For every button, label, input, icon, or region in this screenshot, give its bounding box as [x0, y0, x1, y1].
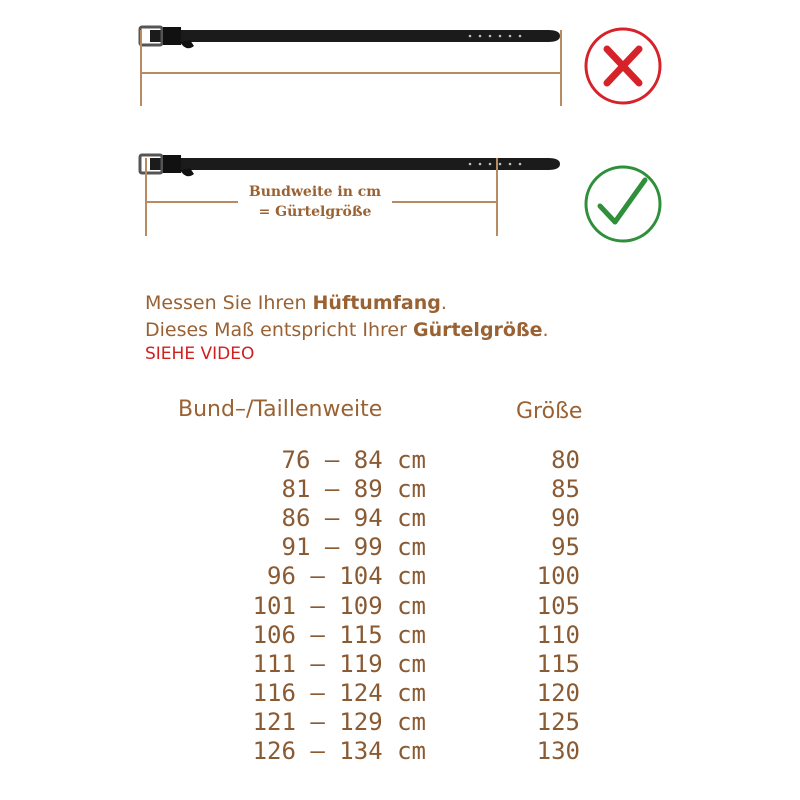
red-x-icon [586, 29, 660, 103]
measure-label [232, 182, 398, 222]
belt-size-cell: 85 [551, 475, 580, 503]
waist-range-cell: 81 – 89 cm [281, 475, 426, 503]
waist-range-cell: 91 – 99 cm [281, 533, 426, 561]
instructions [145, 290, 549, 364]
belt-size-cell: 105 [536, 592, 580, 620]
waist-range-cell: 96 – 104 cm [267, 562, 426, 590]
waist-range-cell: 121 – 129 cm [252, 708, 426, 736]
waist-range-cell: 126 – 134 cm [252, 737, 426, 765]
hip-circumference-term: Hüftumfang [312, 292, 441, 314]
instruction-line-1: Messen Sie Ihren Hüftumfang. [145, 292, 447, 314]
size-column-header: Größe [516, 399, 583, 424]
belt-size-cell: 90 [551, 504, 580, 532]
waist-range-cell: 76 – 84 cm [281, 446, 426, 474]
belt-size-cell: 95 [551, 533, 580, 561]
waist-range-cell: 111 – 119 cm [252, 650, 426, 678]
waist-column-header: Bund–/Taillenweite [178, 397, 383, 422]
belt-size-cell: 130 [536, 737, 580, 765]
waist-range-cell: 86 – 94 cm [281, 504, 426, 532]
belt-size-cell: 100 [536, 562, 580, 590]
belt-size-cell: 115 [536, 650, 580, 678]
measure-label-line1: Bundweite in cm [248, 184, 382, 200]
waist-range-cell: 116 – 124 cm [252, 679, 426, 707]
belt-illustration [0, 0, 800, 260]
green-check-icon [586, 167, 660, 241]
belt-size-term: Gürtelgröße [412, 319, 543, 341]
belt-size-cell: 125 [536, 708, 580, 736]
instruction-line-2: Dieses Maß entspricht Ihrer Gürtelgröße. [145, 319, 549, 341]
waist-range-cell: 106 – 115 cm [252, 621, 426, 649]
measure-label-line2: = Gürtelgröße [258, 204, 372, 220]
belt-strap [150, 30, 560, 42]
waist-range-cell: 101 – 109 cm [252, 592, 426, 620]
wrong-belt-example [140, 27, 561, 106]
belt-size-cell: 80 [551, 446, 580, 474]
belt-size-cell: 110 [536, 621, 580, 649]
belt-size-cell: 120 [536, 679, 580, 707]
video-link[interactable]: SIEHE VIDEO [145, 344, 255, 364]
belt-strap [150, 158, 560, 170]
